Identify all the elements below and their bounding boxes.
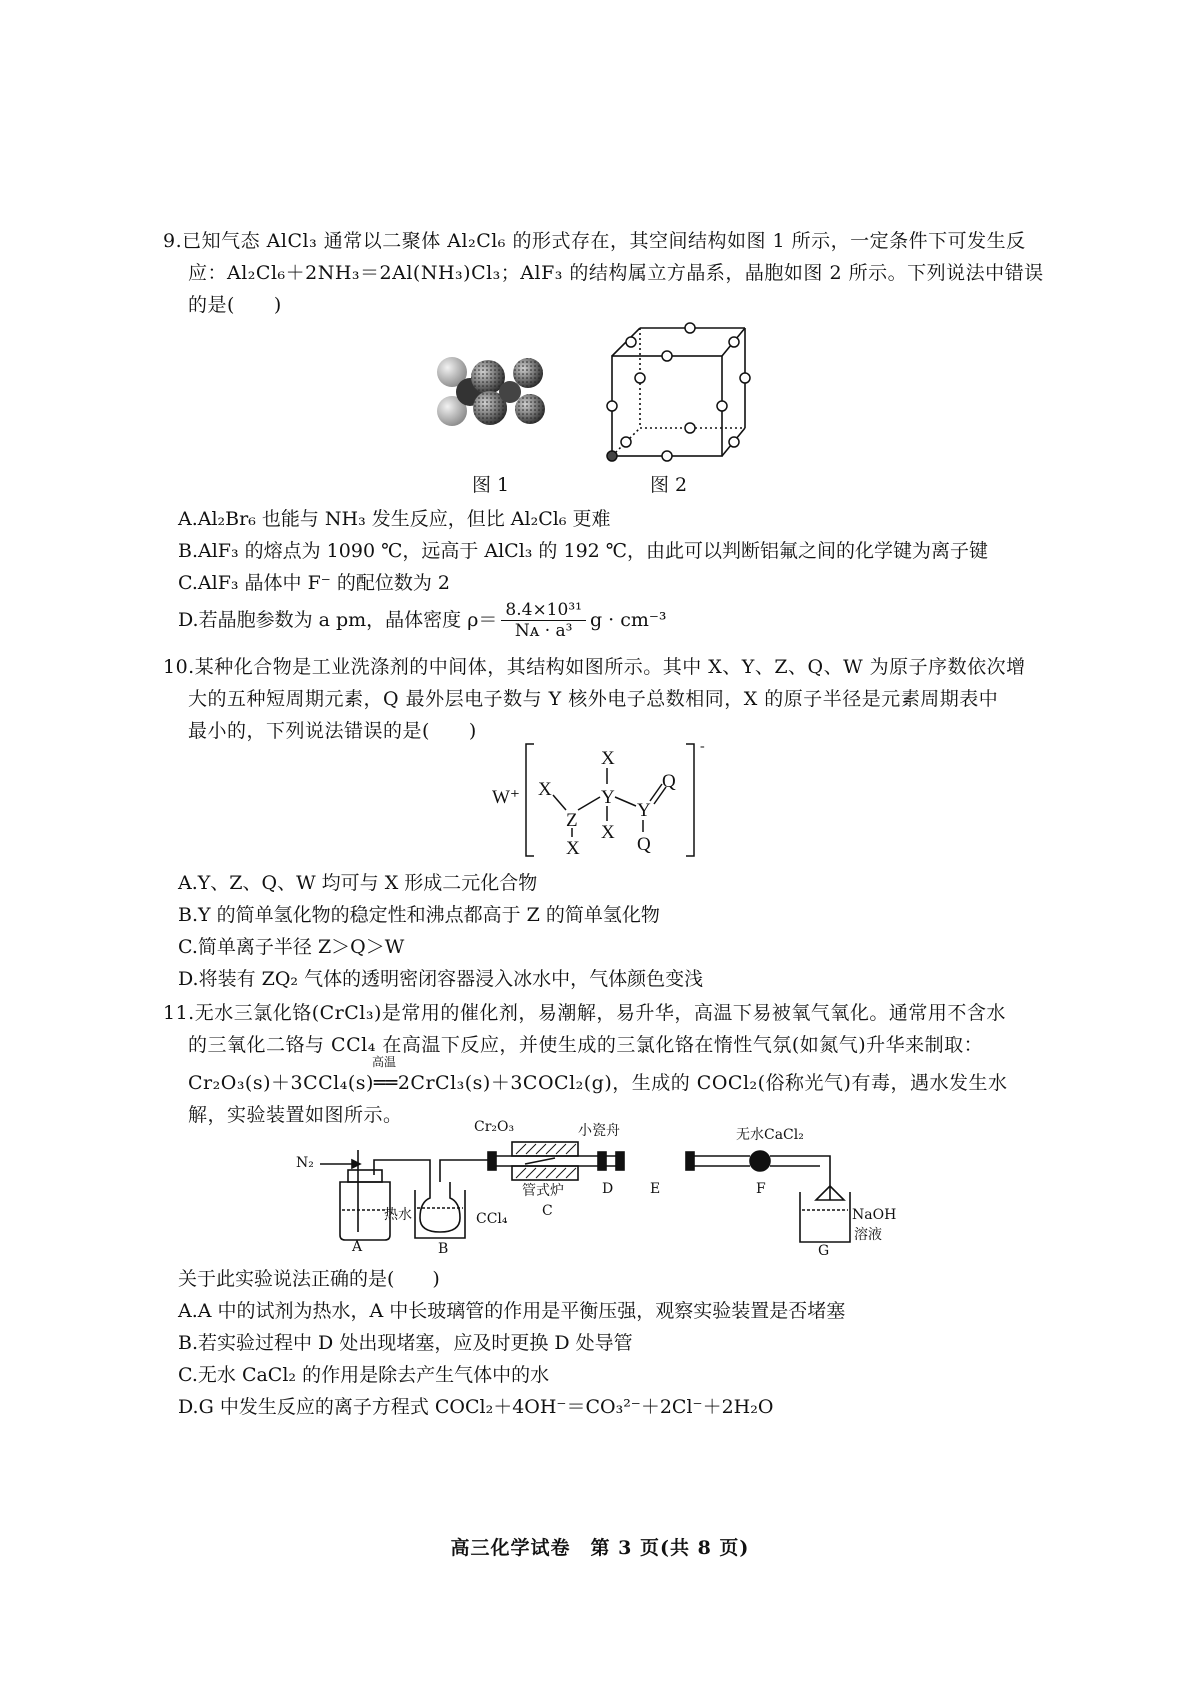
q9-option-b: B.AlF₃ 的熔点为 1090 ℃，远高于 AlCl₃ 的 192 ℃，由此可以判断铝氟之间的化学键为离子键 <box>178 540 989 562</box>
label-a: A <box>352 1239 363 1255</box>
q10-option-a: A.Y、Z、Q、W 均可与 X 形成二元化合物 <box>178 872 538 894</box>
atom-x-top: X <box>601 748 615 769</box>
q9-option-d <box>178 600 667 642</box>
q11-option-b: B.若实验过程中 D 处出现堵塞，应及时更换 D 处导管 <box>178 1332 633 1354</box>
label-solution: 溶液 <box>854 1227 882 1243</box>
q10-option-d: D.将装有 ZQ₂ 气体的透明密闭容器浸入冰水中，气体颜色变浅 <box>178 968 704 990</box>
q9-stem-line2: 应：Al₂Cl₆＋2NH₃＝2Al(NH₃)Cl₃；AlF₃ 的结构属立方晶系，晶胞如图 2 所示。下列说法中错误 <box>188 262 1044 284</box>
q11-prompt: 关于此实验说法正确的是( ) <box>178 1268 440 1290</box>
density-numerator: 8.4×10³¹ <box>501 600 586 621</box>
alf3-unit-cell-figure <box>600 318 760 463</box>
q11-option-d: D.G 中发生反应的离子方程式 COCl₂＋4OH⁻＝CO₃²⁻＋2Cl⁻＋2H₂O <box>178 1396 774 1418</box>
anion-charge: - <box>700 740 705 754</box>
label-e: E <box>650 1181 661 1197</box>
label-g: G <box>818 1243 830 1259</box>
q10-option-c: C.简单离子半径 Z＞Q＞W <box>178 936 405 958</box>
label-n2: N₂ <box>296 1155 314 1171</box>
q11-option-a: A.A 中的试剂为热水，A 中长玻璃管的作用是平衡压强，观察实验装置是否堵塞 <box>178 1300 846 1322</box>
q11-stem-line4: 解，实验装置如图所示。 <box>188 1104 403 1126</box>
q10-structure-diagram <box>490 740 720 860</box>
label-c: C <box>542 1203 553 1219</box>
q10-stem-line1: 10.某种化合物是工业洗涤剂的中间体，其结构如图所示。其中 X、Y、Z、Q、W 为原子序数依次增 <box>163 656 1026 678</box>
atom-x-left: X <box>538 779 552 800</box>
label-furnace: 管式炉 <box>522 1183 564 1199</box>
atom-z: Z <box>566 810 578 831</box>
q11-stem-line2: 的三氧化二铬与 CCl₄ 在高温下反应，并使生成的三氯化铬在惰性气氛(如氮气)升华来制取： <box>188 1034 984 1056</box>
q11-option-c: C.无水 CaCl₂ 的作用是除去产生气体中的水 <box>178 1364 550 1386</box>
label-ccl4: CCl₄ <box>476 1211 508 1227</box>
q11-stem-line1: 11.无水三氯化铬(CrCl₃)是常用的催化剂，易潮解，易升华，高温下易被氧气氧化。通常用不含水 <box>163 1002 1006 1024</box>
page-footer: 高三化学试卷 第 3 页(共 8 页) <box>450 1537 750 1559</box>
figure2-caption: 图 2 <box>650 474 688 496</box>
label-hot-water: 热水 <box>384 1207 412 1223</box>
q9-stem-line3: 的是( ) <box>188 294 282 316</box>
q11-stem-line3: Cr₂O₃(s)＋3CCl₄(s)══2CrCl₃(s)＋3COCl₂(g)，生成的 COCl₂(俗称光气)有毒，遇水发生水 <box>188 1072 1008 1094</box>
q9-option-d-unit: g · cm⁻³ <box>589 608 667 631</box>
q9-option-d-prefix: D.若晶胞参数为 a pm，晶体密度 ρ＝ <box>178 608 498 631</box>
q10-stem-line3: 最小的，下列说法错误的是( ) <box>188 720 477 742</box>
density-fraction <box>501 600 586 642</box>
w-cation-label: W⁺ <box>492 787 520 808</box>
q9-option-c: C.AlF₃ 晶体中 F⁻ 的配位数为 2 <box>178 572 450 594</box>
atom-y-center: Y <box>601 787 615 808</box>
q9-option-a: A.Al₂Br₆ 也能与 NH₃ 发生反应，但比 Al₂Cl₆ 更难 <box>178 508 611 530</box>
label-cr2o3: Cr₂O₃ <box>474 1119 515 1135</box>
atom-x-below-z: X <box>566 838 580 859</box>
q10-option-b: B.Y 的简单氢化物的稳定性和沸点都高于 Z 的简单氢化物 <box>178 904 660 926</box>
label-d: D <box>602 1181 614 1197</box>
label-b: B <box>438 1241 449 1257</box>
label-naoh: NaOH <box>852 1207 897 1223</box>
q10-stem-line2: 大的五种短周期元素，Q 最外层电子数与 Y 核外电子总数相同，X 的原子半径是元素周期表中 <box>188 688 999 710</box>
atom-x-below-y: X <box>601 822 615 843</box>
atom-q-bottom: Q <box>637 834 651 855</box>
al2cl6-dimer-figure <box>430 345 560 445</box>
figure1-caption: 图 1 <box>472 474 510 496</box>
atom-q-top: Q <box>662 771 676 792</box>
q9-stem-line1: 9.已知气态 AlCl₃ 通常以二聚体 Al₂Cl₆ 的形式存在，其空间结构如图 1 所示，一定条件下可发生反 <box>163 230 1026 252</box>
label-boat: 小瓷舟 <box>578 1123 620 1139</box>
label-cacl2: 无水CaCl₂ <box>736 1127 804 1143</box>
density-denominator: Nᴀ · a³ <box>514 621 573 642</box>
atom-y-right: Y <box>637 800 651 821</box>
label-f: F <box>756 1181 766 1197</box>
reaction-condition-high-temp: 高温 <box>372 1055 397 1069</box>
